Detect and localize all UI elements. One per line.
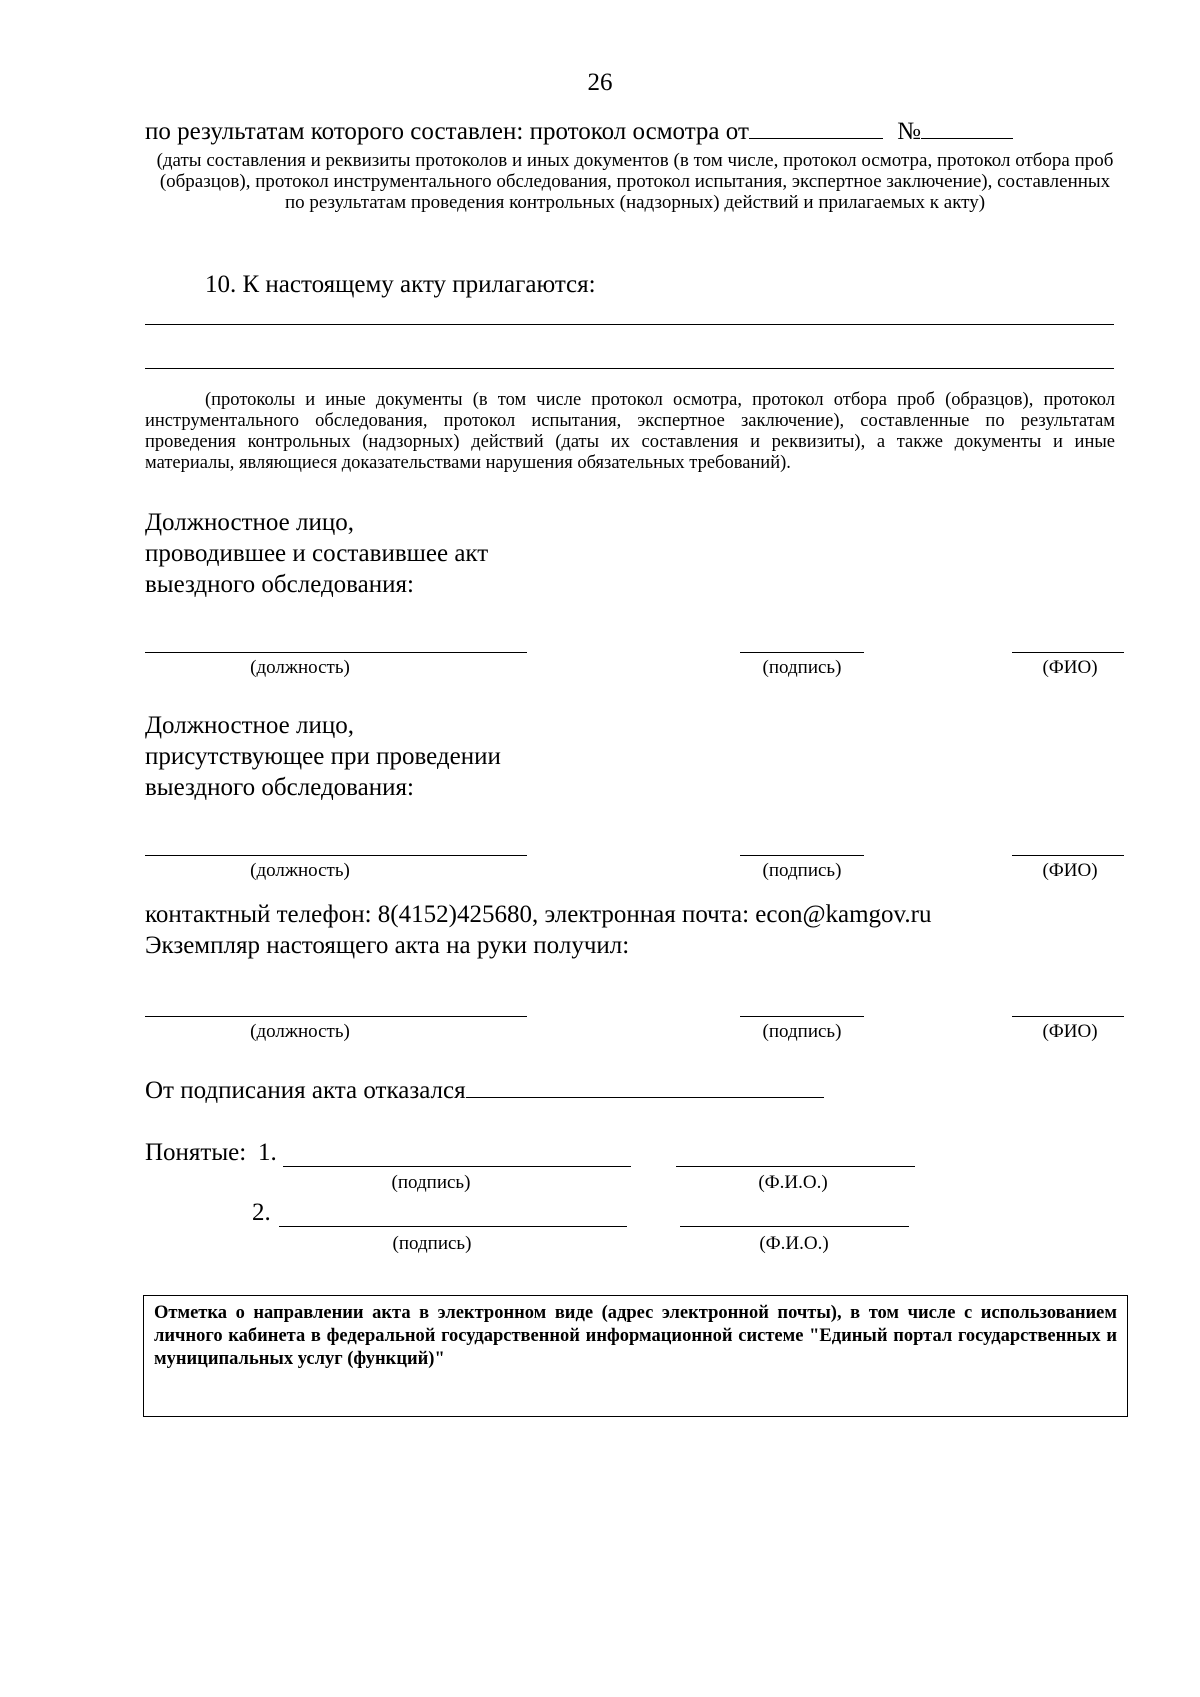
protocol-note: (даты составления и реквизиты протоколов и иных документов (в том числе, протокол осмотра, протокол отбора проб (образцов), протокол инструментального обследования, протокол испытания, экспертное заключение), составленных по результатам проведения контрольных (надзорных) действий и прилагаемых к акту): [156, 150, 1114, 213]
official1-name-field[interactable]: [1012, 652, 1124, 653]
witness2-name-field[interactable]: [680, 1226, 909, 1227]
receiver-name-label: (ФИО): [1042, 1021, 1098, 1042]
witness2-number: 2.: [252, 1199, 271, 1226]
official2-line-2: присутствующее при проведении: [145, 743, 501, 770]
witnesses-label: Понятые:: [145, 1139, 247, 1166]
number-sign: №: [897, 118, 921, 145]
attachments-heading: 10. К настоящему акту прилагаются:: [205, 271, 596, 298]
official2-name-field[interactable]: [1012, 855, 1124, 856]
witness2-name-label: (Ф.И.О.): [759, 1233, 829, 1254]
official2-signature-field[interactable]: [740, 855, 864, 856]
official2-line-3: выездного обследования:: [145, 774, 414, 801]
receiver-signature-field[interactable]: [740, 1016, 864, 1017]
receiver-position-field[interactable]: [145, 1016, 527, 1017]
electronic-delivery-box[interactable]: [143, 1295, 1128, 1417]
protocol-date-field[interactable]: [749, 116, 883, 139]
official1-signature-label: (подпись): [762, 657, 842, 678]
contact-info: контактный телефон: 8(4152)425680, электронная почта: econ@kamgov.ru: [145, 901, 932, 928]
refusal-field[interactable]: [466, 1075, 824, 1098]
witness1-name-label: (Ф.И.О.): [758, 1172, 828, 1193]
protocol-line: [145, 116, 1125, 147]
official1-position-field[interactable]: [145, 652, 527, 653]
received-copy: Экземпляр настоящего акта на руки получил:: [145, 932, 630, 959]
witness2-signature-field[interactable]: [279, 1226, 627, 1227]
witness1-name-field[interactable]: [676, 1166, 915, 1167]
attachments-line-2[interactable]: [145, 368, 1114, 369]
official2-name-label: (ФИО): [1042, 860, 1098, 881]
receiver-position-label: (должность): [250, 1021, 350, 1042]
official2-position-label: (должность): [250, 860, 350, 881]
attachments-note: (протоколы и иные документы (в том числе протокол осмотра, протокол отбора проб (образцов), протокол инструментального обследования, протокол испытания, экспертное заключение), составленные по результатам проведения контрольных (надзорных) действий (даты их составления и реквизиты), а также документы и иные материалы, являющиеся доказательствами нарушения обязательных требований).: [145, 390, 1115, 473]
protocol-number-field[interactable]: [921, 116, 1013, 139]
witness2-signature-label: (подпись): [392, 1233, 472, 1254]
refusal-text: От подписания акта отказался: [145, 1077, 466, 1104]
receiver-name-field[interactable]: [1012, 1016, 1124, 1017]
witness1-signature-label: (подпись): [391, 1172, 471, 1193]
witness1-number: 1.: [258, 1139, 277, 1166]
page-number: 26: [587, 69, 613, 96]
witness1-signature-field[interactable]: [283, 1166, 631, 1167]
receiver-signature-label: (подпись): [762, 1021, 842, 1042]
official1-line-3: выездного обследования:: [145, 571, 414, 598]
official1-line-2: проводившее и составившее акт: [145, 540, 489, 567]
official1-line-1: Должностное лицо,: [145, 509, 355, 536]
attachments-line-1[interactable]: [145, 324, 1114, 325]
official2-line-1: Должностное лицо,: [145, 712, 355, 739]
official1-position-label: (должность): [250, 657, 350, 678]
electronic-delivery-text: Отметка о направлении акта в электронном виде (адрес электронной почты), в том числе с использованием личного кабинета в федеральной государственной информационной системе "Единый портал государственных и муниципальных услуг (функций)": [154, 1303, 1117, 1369]
protocol-text: по результатам которого составлен: протокол осмотра от: [145, 118, 749, 145]
official2-signature-label: (подпись): [762, 860, 842, 881]
official1-name-label: (ФИО): [1042, 657, 1098, 678]
refusal-line: [145, 1075, 824, 1106]
official2-position-field[interactable]: [145, 855, 527, 856]
official1-signature-field[interactable]: [740, 652, 864, 653]
